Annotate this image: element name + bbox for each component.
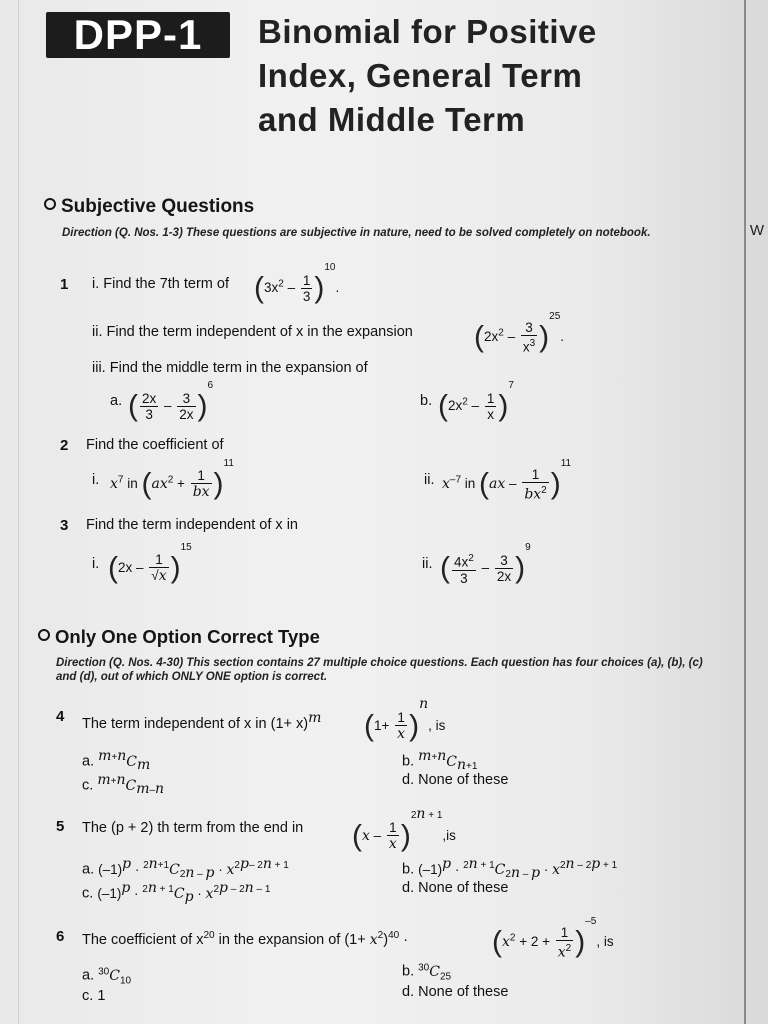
bullet-icon <box>38 629 50 641</box>
q6-text-mid: in the expansion of <box>218 931 341 948</box>
q4-option-d[interactable] <box>402 772 508 788</box>
q3-i-expression: (2x – $\frac{1}{√x}$ )$^{15}$ <box>108 542 192 585</box>
q6-text: The coefficient of $x^{20}$ in the expansion of $(1+ x^2)^{40}$ · <box>82 930 409 948</box>
section-heading-mcq <box>38 626 320 648</box>
part-text: Find the term independent of x in the expansion <box>106 324 413 340</box>
q2-i-expression: $x^7$ in ($ax^2$ + $\frac{1}{bx}$ )$^{11}$ <box>110 458 234 501</box>
q2-i-label: i. <box>92 472 100 488</box>
page-spine-line <box>18 0 19 1024</box>
section2-direction <box>56 656 716 684</box>
q6-option-b[interactable]: b. $^{30}C_{25}$ <box>402 962 452 983</box>
question-number: 1 <box>60 276 69 293</box>
option-label: a. <box>82 967 95 984</box>
direction-label: Direction <box>62 227 112 239</box>
q1-i-expression: ($3x^2$ – $\frac{1}{3}$ )$^{10}$. <box>254 262 340 305</box>
q4-expression: (1+ $\frac{1}{x}$ )$^n$, is <box>364 696 446 743</box>
q5-option-b[interactable]: b. $(-1)^p \cdot ^{2n + 1}C_{2n - p} \cdot x^{2n - 2p + 1}$ <box>402 856 618 882</box>
q5-text-after: ,is <box>442 828 456 843</box>
q6-option-c[interactable] <box>82 988 105 1004</box>
option-label: d. <box>402 984 415 1000</box>
direction-text: (Q. Nos. 1-3) These questions are subjective in nature, need to be solved completely on notebook. <box>115 227 651 239</box>
q3-ii-expression: ( $\frac{4x^2}{3}$ – $\frac{3}{2x}$ )$^9$ <box>440 542 531 586</box>
chapter-title-line: Index, General Term <box>258 57 583 94</box>
q1-part-iii <box>92 360 368 376</box>
part-label: iii. <box>92 360 106 376</box>
part-label: i. <box>92 276 100 292</box>
part-text: Find the middle term in the expansion of <box>109 360 368 376</box>
chapter-title <box>258 10 597 142</box>
question-number: 4 <box>56 708 65 725</box>
q3-i-label: i. <box>92 556 100 572</box>
q4-option-c[interactable]: c. $^{m+n}C_{m-n}$ <box>82 772 165 798</box>
option-label: a. <box>82 861 95 878</box>
option-label: d. <box>402 772 415 788</box>
q2-ii-label: ii. <box>424 472 435 488</box>
question-number: 3 <box>60 517 69 534</box>
question-number: 6 <box>56 928 65 945</box>
part-label: ii. <box>92 324 103 340</box>
option-text: 1 <box>97 988 106 1004</box>
q6-text-after: , is <box>596 934 614 949</box>
q5-option-c[interactable]: c. $(-1)^p \cdot ^{2n + 1}C_p \cdot x^{2p - 2n - 1}$ <box>82 880 271 906</box>
q6-expression: ($x^2 + 2$ + $\frac{1}{x^2}$ )$^{-5}$, is <box>492 916 614 961</box>
q1-iii-a-label: a. <box>110 393 123 409</box>
stray-character: W <box>749 222 764 239</box>
q5-option-d[interactable] <box>402 880 508 896</box>
section-heading-text: Only One Option Correct Type <box>55 626 320 647</box>
q1-ii-expression: ($2x^2$ – $\frac{3}{x^3}$ )$^{25}$. <box>474 311 565 355</box>
q4-text-after: , is <box>428 718 446 733</box>
q1-part-ii <box>92 324 413 340</box>
q6-option-a[interactable]: a. $^{30}C_{10}$ <box>82 966 132 987</box>
q2-ii-expression: $x^{-7}$ in (ax – $\frac{1}{bx^2}$ )$^{11}$ <box>442 458 572 503</box>
direction-text: (Q. Nos. 4-30) This section contains 27 multiple choice questions. Each question has four choices (a), (b), (c) and (d), out of which ONLY ONE option is correct. <box>56 657 703 683</box>
chapter-title-line: and Middle Term <box>258 101 526 138</box>
chapter-title-line: Binomial for Positive <box>258 13 597 50</box>
section1-direction <box>62 226 712 240</box>
q6-text-before: The coefficient of x <box>82 931 204 948</box>
option-text: None of these <box>418 984 509 1000</box>
q5-text-before: The (p + 2) th term from the end in <box>82 820 304 836</box>
q4-option-b[interactable]: b. $^{m+n}C_{n+1}$ <box>402 748 478 774</box>
part-text: Find the 7th term of <box>103 276 230 292</box>
direction-label: Direction <box>56 657 106 669</box>
q5-expression: (x – $\frac{1}{x}$ )$^{2n + 1}$,is <box>352 806 456 853</box>
option-label: b. <box>402 753 415 770</box>
option-label: b. <box>402 861 415 878</box>
page-edge-line <box>744 0 746 1024</box>
option-label: a. <box>82 753 95 770</box>
q4-option-a[interactable]: a. $^{m+n}C_m$ <box>82 748 151 774</box>
q1-iii-b-label: b. <box>420 393 433 409</box>
option-label: b. <box>402 963 415 980</box>
q4-text-before: The term independent of x in (1+ x) <box>82 715 309 732</box>
section-heading-subjective <box>44 196 254 218</box>
bullet-icon <box>44 198 56 210</box>
option-label: c. <box>82 777 94 794</box>
q3-text: Find the term independent of x in <box>86 517 298 533</box>
q5-option-a[interactable]: a. $(-1)^p \cdot ^{2n+1}C_{2n - p} \cdot x^{2p- 2n + 1}$ <box>82 856 289 882</box>
q4-text: The term independent of x in $(1+ x)^m$ <box>82 710 322 732</box>
question-number: 5 <box>56 818 65 835</box>
q1-part-i <box>92 276 229 292</box>
q6-option-d[interactable] <box>402 984 508 1000</box>
question-number: 2 <box>60 437 69 454</box>
q1-iii-a-expression: ( $\frac{2x}{3}$ – $\frac{3}{2x}$ )$^6$ <box>128 380 214 423</box>
q3-ii-label: ii. <box>422 556 433 572</box>
option-text: None of these <box>418 880 509 896</box>
dpp-badge: DPP-1 <box>46 12 230 58</box>
q2-text: Find the coefficient of <box>86 437 224 453</box>
option-text: None of these <box>418 772 509 788</box>
option-label: c. <box>82 988 94 1004</box>
q1-iii-b-expression: ($2x^2$ – $\frac{1}{x}$ )$^7$ <box>438 380 514 423</box>
section-heading-text: Subjective Questions <box>61 196 255 217</box>
option-label: c. <box>82 885 94 902</box>
option-label: d. <box>402 880 415 896</box>
